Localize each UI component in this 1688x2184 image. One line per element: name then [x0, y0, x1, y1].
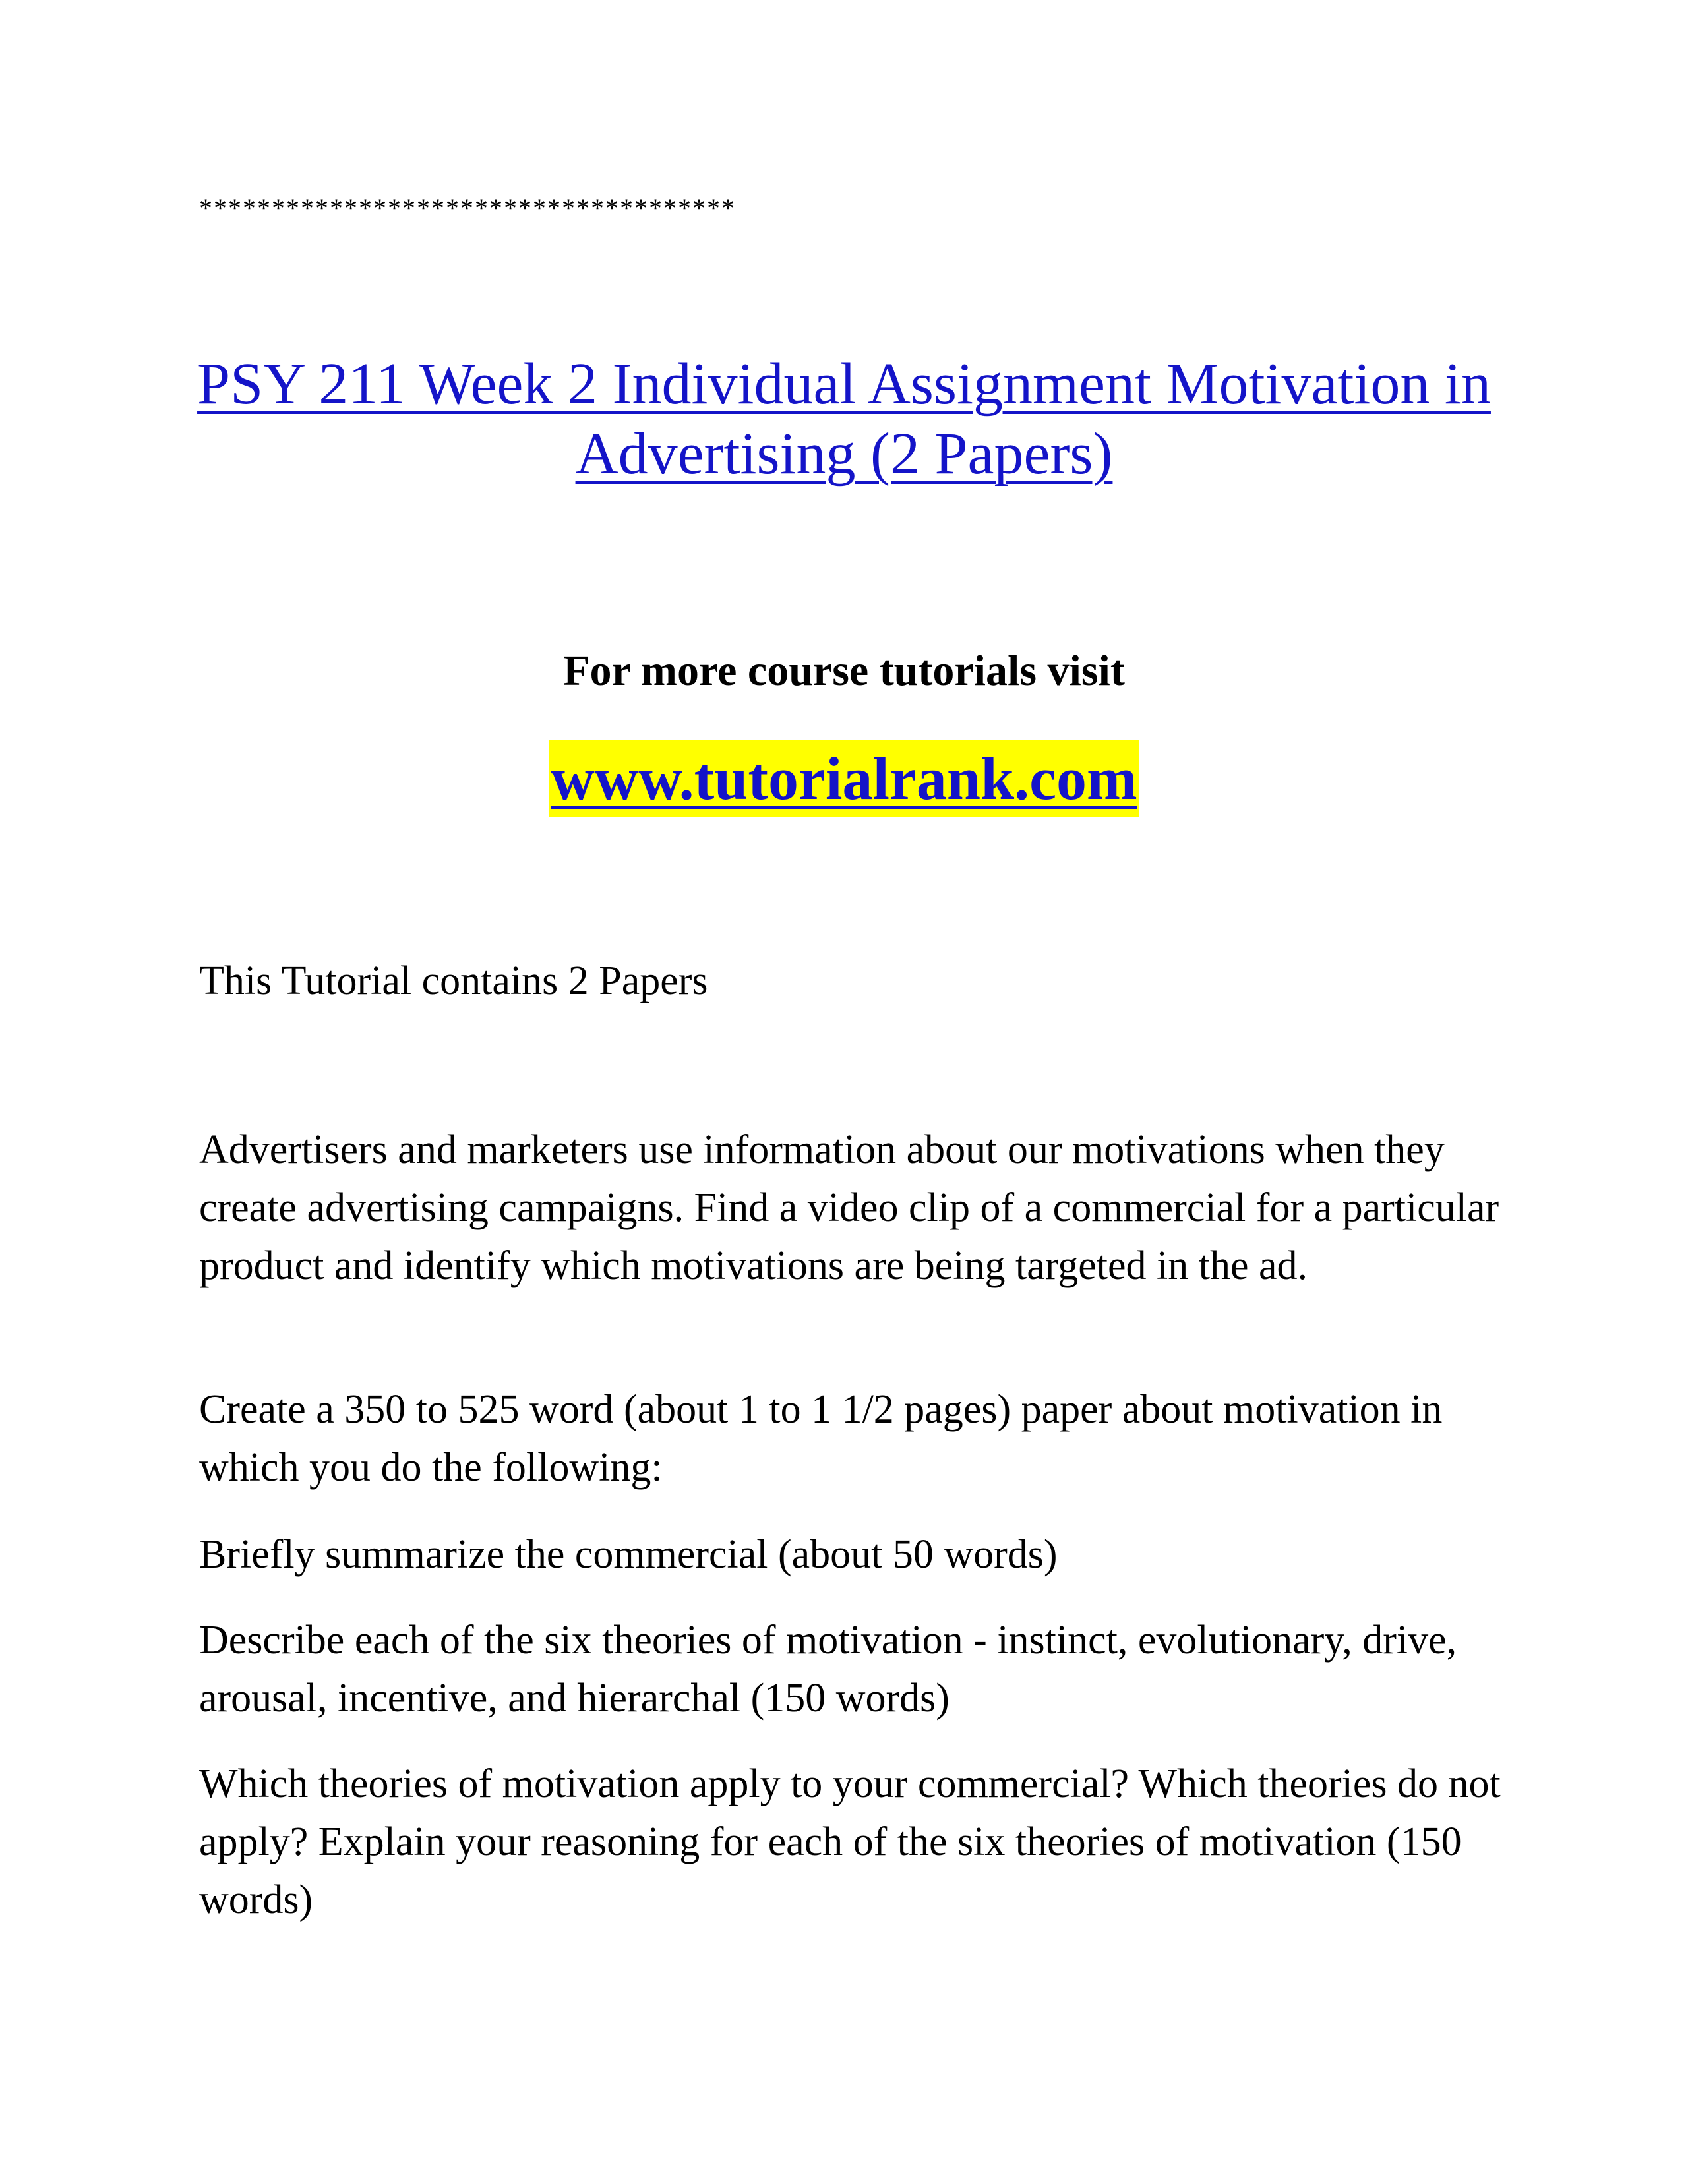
paragraph-create-paper: Create a 350 to 525 word (about 1 to 1 1/2 pages) paper about motivation in which you do the following: [199, 1387, 1443, 1490]
paragraph-describe-theories: Describe each of the six theories of motivation - instinct, evolutionary, drive, arousal, incentive, and hierarchal (150 words) [199, 1618, 1457, 1721]
paragraph-block [199, 1380, 1505, 1496]
paragraph-block [199, 1755, 1505, 1929]
page-title [165, 349, 1523, 489]
paragraph-block [199, 1611, 1505, 1727]
site-link[interactable]: www.tutorialrank.com [549, 740, 1138, 817]
intro-text [199, 952, 1505, 1010]
paragraph-advertisers: Advertisers and marketers use information about our motivations when they create advertising campaigns. Find a video clip of a commercial for a particular product and identify which motivations are being targeted in the ad. [199, 1127, 1499, 1288]
paragraph-block [199, 1121, 1505, 1295]
visit-heading: For more course tutorials visit [563, 647, 1125, 695]
paragraph-block [199, 1525, 1505, 1583]
paragraph-summarize: Briefly summarize the commercial (about 50 words) [199, 1532, 1058, 1577]
separator-stars: ************************************* [199, 193, 736, 223]
site-link-container [0, 740, 1688, 817]
paragraph-which-theories: Which theories of motivation apply to your commercial? Which theories do not apply? Explain your reasoning for each of the six theories of motivation (150 words) [199, 1761, 1501, 1922]
intro-paragraph: This Tutorial contains 2 Papers [199, 959, 708, 1003]
title-link[interactable]: PSY 211 Week 2 Individual Assignment Motivation in Advertising (2 Papers) [197, 351, 1491, 487]
